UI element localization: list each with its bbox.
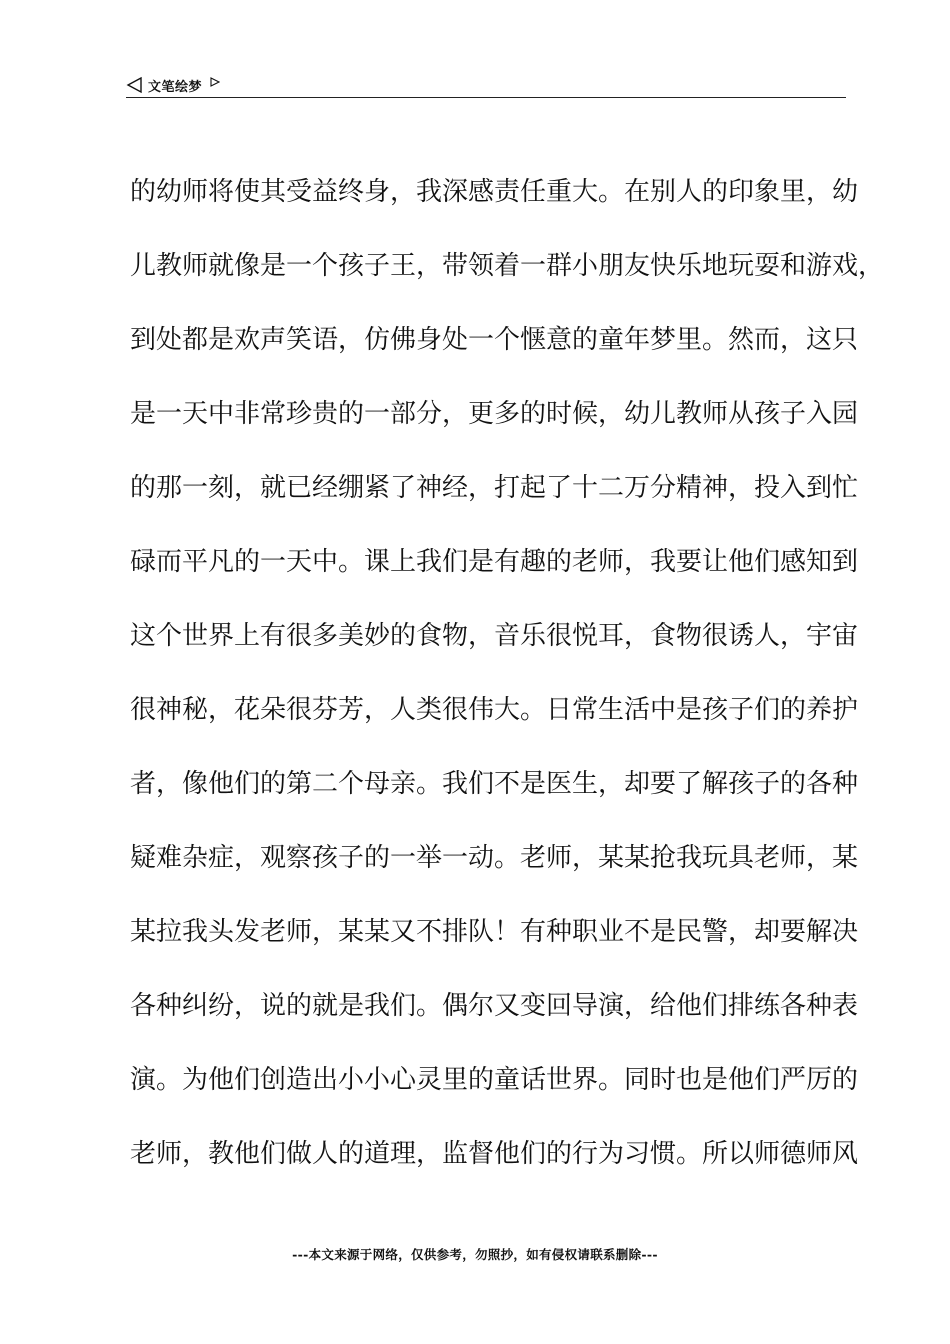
body-line: 很神秘，花朵很芬芳，人类很伟大。日常生活中是孩子们的养护 bbox=[130, 695, 859, 725]
body-line: 老师，教他们做人的道理，监督他们的行为习惯。所以师德师风 bbox=[130, 1139, 859, 1169]
document-body bbox=[130, 172, 885, 1208]
body-line: 的那一刻，就已经绷紧了神经，打起了十二万分精神，投入到忙 bbox=[130, 473, 859, 503]
body-line: 的幼师将使其受益终身，我深感责任重大。在别人的印象里，幼 bbox=[130, 177, 859, 207]
page-header bbox=[126, 74, 846, 98]
triangle-right-outline-icon bbox=[210, 77, 220, 87]
footer-disclaimer: ---本文来源于网络，仅供参考，勿照抄，如有侵权请联系删除--- bbox=[292, 1247, 658, 1262]
body-line: 者，像他们的第二个母亲。我们不是医生，却要了解孩子的各种 bbox=[130, 769, 859, 799]
body-line: 疑难杂症，观察孩子的一举一动。老师，某某抢我玩具老师，某 bbox=[130, 843, 859, 873]
body-line: 各种纠纷，说的就是我们。偶尔又变回导演，给他们排练各种表 bbox=[130, 991, 859, 1021]
triangle-left-outline-icon bbox=[126, 76, 144, 94]
header-brand: 文笔绘梦 bbox=[148, 79, 203, 95]
body-line: 到处都是欢声笑语，仿佛身处一个惬意的童年梦里。然而，这只 bbox=[130, 325, 859, 355]
body-line: 这个世界上有很多美妙的食物，音乐很悦耳，食物很诱人，宇宙 bbox=[130, 621, 859, 651]
body-line: 某拉我头发老师，某某又不排队！有种职业不是民警，却要解决 bbox=[130, 917, 859, 947]
body-line: 演。为他们创造出小小心灵里的童话世界。同时也是他们严厉的 bbox=[130, 1065, 859, 1095]
header-divider bbox=[126, 97, 846, 98]
body-line: 碌而平凡的一天中。课上我们是有趣的老师，我要让他们感知到 bbox=[130, 547, 859, 577]
body-line: 是一天中非常珍贵的一部分，更多的时候，幼儿教师从孩子入园 bbox=[130, 399, 859, 429]
header-row bbox=[126, 74, 846, 96]
body-line: 儿教师就像是一个孩子王，带领着一群小朋友快乐地玩耍和游戏， bbox=[130, 251, 885, 281]
